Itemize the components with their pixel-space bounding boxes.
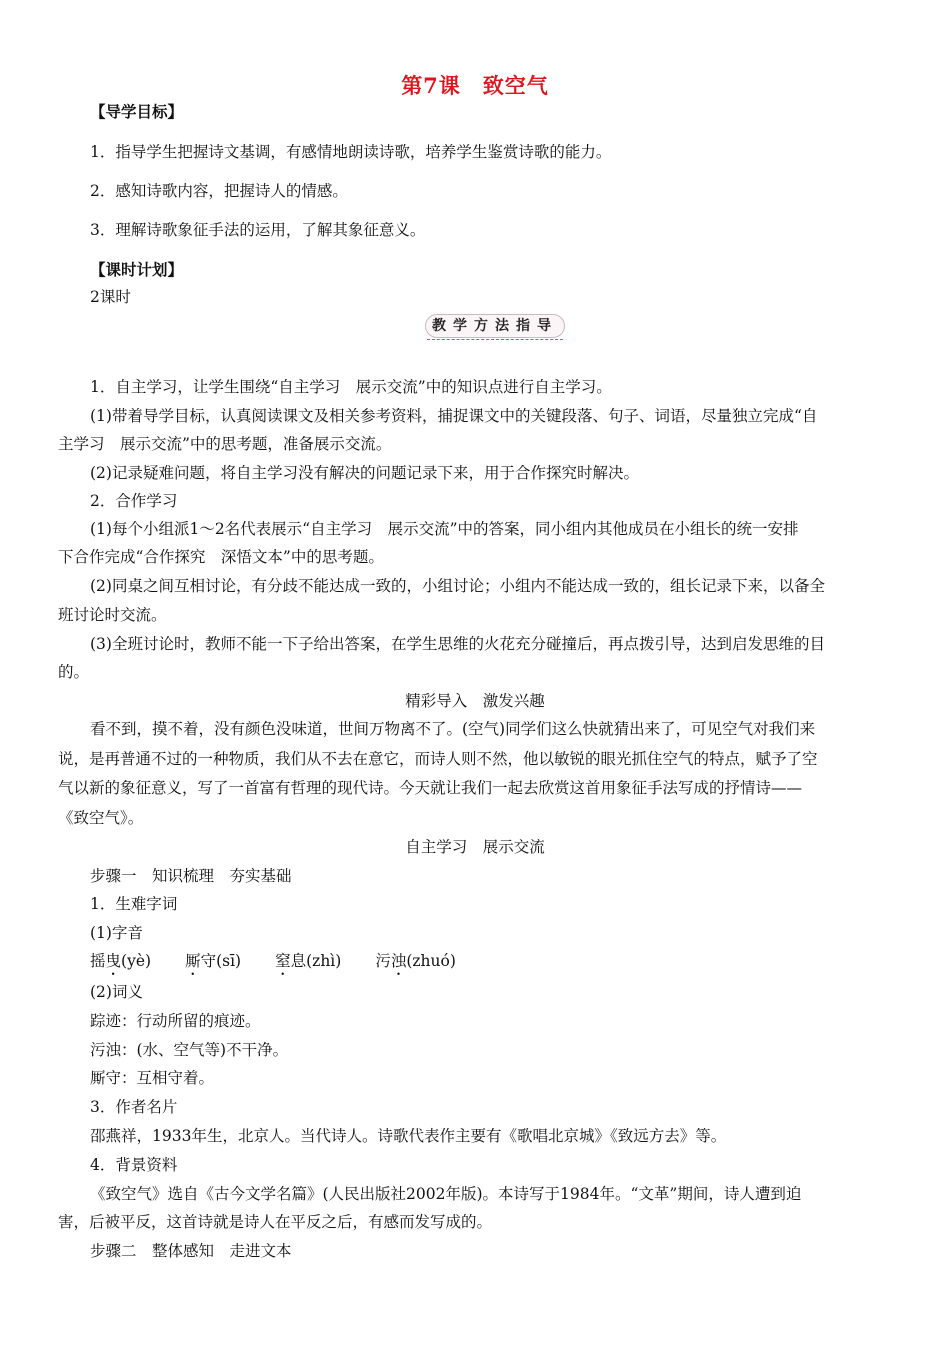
- method-line-6: (1)每个小组派1～2名代表展示“自主学习 展示交流”中的答案，同小组内其他成员在小组长的统一安排: [90, 520, 799, 538]
- pron-item-zhixi: 窒息(zhì): [275, 952, 342, 970]
- method-line-5: 2．合作学习: [90, 492, 178, 510]
- intro-line-4: 《致空气》。: [58, 809, 144, 827]
- banner-dashed-underline: [427, 339, 563, 340]
- intro-line-1: 看不到，摸不着，没有颜色没味道，世间万物离不了。(空气)同学们这么快就猜出来了，可见空气对我们来: [90, 720, 816, 738]
- method-line-11: 的。: [58, 663, 90, 681]
- method-line-9: 班讨论时交流。: [58, 606, 167, 624]
- meaning-item-3: 厮守：互相守着。: [90, 1069, 215, 1087]
- meaning-heading: (2)词义: [90, 983, 143, 1001]
- method-line-1: 1．自主学习，让学生围绕“自主学习 展示交流”中的知识点进行自主学习。: [90, 378, 612, 396]
- meaning-item-2: 污浊：(水、空气等)不干净。: [90, 1041, 289, 1059]
- method-line-4: (2)记录疑难问题，将自主学习没有解决的问题记录下来，用于合作探究时解决。: [90, 464, 639, 482]
- method-line-8: (2)同桌之间互相讨论，有分歧不能达成一致的，小组讨论；小组内不能达成一致的，组长记录下来，以备全: [90, 577, 825, 595]
- teaching-method-banner: [425, 314, 565, 340]
- pronunciation-row: [90, 950, 456, 979]
- method-line-2: (1)带着导学目标，认真阅读课文及相关参考资料，捕捉课文中的关键段落、句子、词语，尽量独立完成“自: [90, 407, 818, 425]
- plan-value: 2课时: [90, 288, 131, 306]
- method-line-7: 下合作完成“合作探究 深悟文本”中的思考题。: [58, 548, 384, 566]
- pronunciation-heading: (1)字音: [90, 924, 143, 942]
- meaning-item-1: 踪迹：行动所留的痕迹。: [90, 1012, 261, 1030]
- pron-item-sishou: 厮守(sī): [185, 952, 242, 970]
- self-study-heading: 自主学习 展示交流: [405, 838, 545, 856]
- vocab-heading: 1．生难字词: [90, 895, 178, 913]
- intro-line-2: 说，是再普通不过的一种物质，我们从不去在意它，而诗人则不然，他以敏锐的眼光抓住空气的特点，赋予了空: [58, 750, 818, 768]
- method-line-3: 主学习 展示交流”中的思考题，准备展示交流。: [58, 435, 392, 453]
- author-heading: 3．作者名片: [90, 1098, 178, 1116]
- banner-label: 教学方法指导: [432, 318, 558, 334]
- background-line-2: 害，后被平反，这首诗就是诗人在平反之后，有感而发写成的。: [58, 1213, 493, 1231]
- pron-item-wuzhuo: 污浊(zhuó): [375, 952, 456, 970]
- method-line-10: (3)全班讨论时，教师不能一下子给出答案，在学生思维的火花充分碰撞后，再点拨引导，达到启发思维的目: [90, 635, 825, 653]
- pron-item-yaoye: 摇曳(yè): [90, 952, 152, 970]
- goal-item-1: 1．指导学生把握诗文基调，有感情地朗读诗歌，培养学生鉴赏诗歌的能力。: [90, 143, 612, 161]
- goals-heading: 【导学目标】: [90, 102, 184, 121]
- goal-item-3: 3．理解诗歌象征手法的运用，了解其象征意义。: [90, 221, 426, 239]
- background-heading: 4．背景资料: [90, 1156, 178, 1174]
- background-line-1: 《致空气》选自《古今文学名篇》(人民出版社2002年版)。本诗写于1984年。“文革”期间，诗人遭到迫: [90, 1185, 802, 1203]
- author-text: 邵燕祥，1933年生，北京人。当代诗人。诗歌代表作主要有《歌唱北京城》《致远方去》等。: [90, 1127, 727, 1145]
- intro-line-3: 气以新的象征意义，写了一首富有哲理的现代诗。今天就让我们一起去欣赏这首用象征手法写成的抒情诗——: [58, 779, 803, 797]
- plan-heading: 【课时计划】: [90, 260, 184, 279]
- step-two-heading: 步骤二 整体感知 走进文本: [90, 1242, 292, 1260]
- lesson-title: 第7课 致空气: [401, 73, 549, 98]
- step-one-heading: 步骤一 知识梳理 夯实基础: [90, 867, 292, 885]
- intro-heading: 精彩导入 激发兴趣: [405, 692, 545, 710]
- goal-item-2: 2．感知诗歌内容，把握诗人的情感。: [90, 182, 348, 200]
